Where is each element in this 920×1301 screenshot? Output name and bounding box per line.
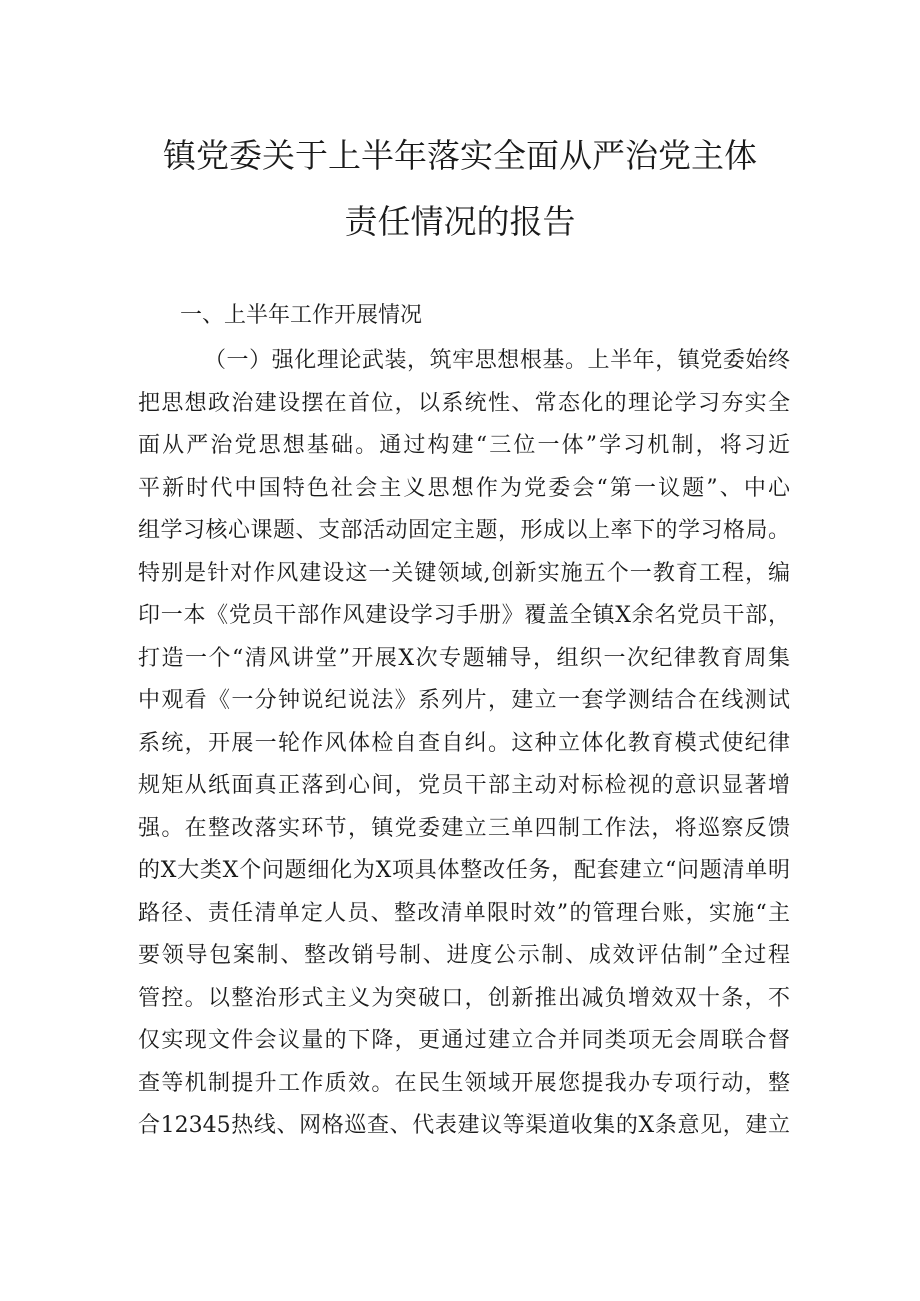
paragraph-line: 面从严治党思想基础。通过构建“三位一体”学习机制，将习近 [138,433,790,458]
paragraph-line: 平新时代中国特色社会主义思想作为党委会“第一议题”、中心 [138,475,790,501]
body-paragraph [138,340,790,1148]
paragraph-line: 组学习核心课题、支部活动固定主题，形成以上率下的学习格局。 [138,518,790,543]
paragraph-line: 查等机制提升工作质效。在民生领域开展您提我办专项行动，整 [138,1070,790,1096]
paragraph-line: 把思想政治建设摆在首位，以系统性、常态化的理论学习夯实全 [138,390,790,416]
document-title-line-1: 镇党委关于上半年落实全面从严治党主体 [163,136,757,175]
paragraph-line: 强。在整改落实环节，镇党委建立三单四制工作法，将巡察反馈 [138,815,790,841]
paragraph-line: 特别是针对作风建设这一关键领域,创新实施五个一教育工程，编 [138,560,790,586]
paragraph-line: 路径、责任清单定人员、整改清单限时效”的管理台账，实施“主 [138,900,790,926]
document-title-line-2: 责任情况的报告 [344,202,576,241]
paragraph-line: 印一本《党员干部作风建设学习手册》覆盖全镇X余名党员干部， [138,603,790,628]
paragraph-line: 合12345热线、网格巡查、代表建议等渠道收集的X条意见，建立 [138,1113,790,1138]
paragraph-line: （一）强化理论武装，筑牢思想根基。上半年，镇党委始终 [204,348,790,373]
paragraph-line: 要领导包案制、整改销号制、进度公示制、成效评估制”全过程 [138,943,790,968]
paragraph-line: 管控。以整治形式主义为突破口，创新推出减负增效双十条，不 [138,985,790,1011]
paragraph-line: 的X大类X个问题细化为X项具体整改任务，配套建立“问题清单明 [138,858,790,883]
paragraph-line: 中观看《一分钟说纪说法》系列片，建立一套学测结合在线测试 [138,688,790,713]
paragraph-line: 仅实现文件会议量的下降，更通过建立合并同类项无会周联合督 [138,1028,790,1053]
section-heading: 一、上半年工作开展情况 [180,303,423,328]
paragraph-line: 打造一个“清风讲堂”开展X次专题辅导，组织一次纪律教育周集 [138,645,790,671]
paragraph-line: 规矩从纸面真正落到心间，党员干部主动对标检视的意识显著增 [138,773,790,798]
paragraph-line: 系统，开展一轮作风体检自查自纠。这种立体化教育模式使纪律 [138,730,790,756]
